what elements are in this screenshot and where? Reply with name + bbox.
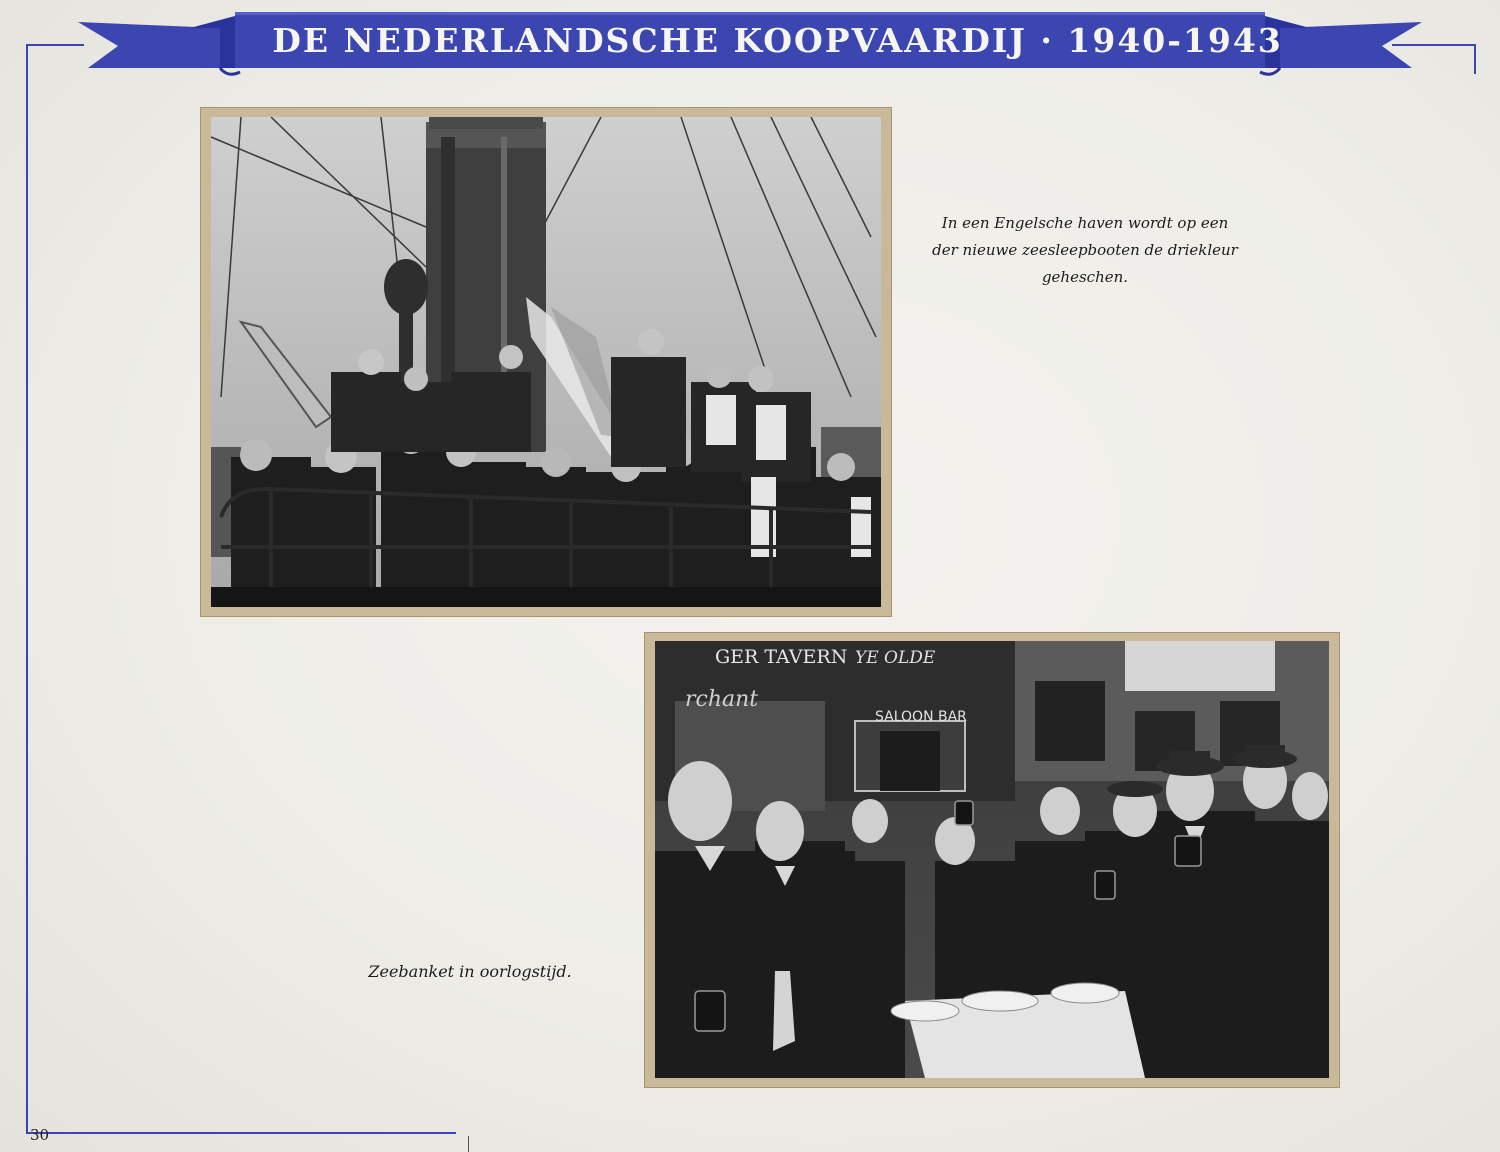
tavern-banquet-photo xyxy=(655,641,1329,1078)
caption-line: der nieuwe zeesleepbooten de driekleur xyxy=(932,241,1238,259)
page-title: DE NEDERLANDSCHE KOOPVAARDIJ · 1940-1943 xyxy=(272,20,1283,60)
tavern-sign-merchant: rchant xyxy=(685,687,759,712)
tavern-sign-saloon-bar: SALOON BAR xyxy=(875,709,967,725)
page-number: 30 xyxy=(30,1126,50,1144)
frame-rule-left xyxy=(26,44,28,1134)
tavern-sign-ye-olde: YE OLDE xyxy=(855,648,936,668)
tavern-sign-name: GER TAVERN xyxy=(715,646,848,668)
caption-banquet: Zeebanket in oorlogstijd. xyxy=(368,962,572,981)
binding-mark xyxy=(468,1136,469,1152)
caption-line: geheschen. xyxy=(1041,268,1129,286)
caption-tugboat xyxy=(900,210,1270,291)
caption-line: In een Engelsche haven wordt op een xyxy=(941,214,1229,232)
photo-mat-bottom xyxy=(644,632,1340,1088)
frame-rule-right xyxy=(1474,44,1476,74)
tugboat-crew-photo xyxy=(211,117,881,607)
frame-rule-bottom xyxy=(26,1132,456,1134)
photo-mat-top xyxy=(200,107,892,617)
ribbon-left-tail xyxy=(78,22,220,68)
